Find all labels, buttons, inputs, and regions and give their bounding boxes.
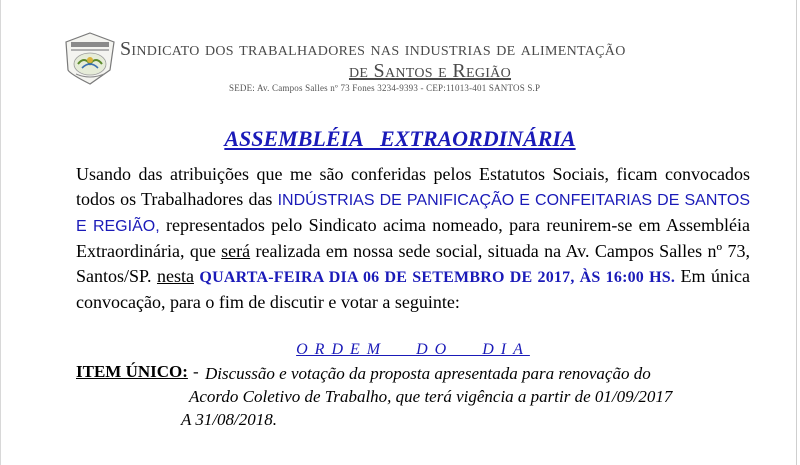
item-description xyxy=(181,362,765,431)
paragraph-text-2: representados pelo Sindicato acima nomeado, para reunirem-se em Assembléia Extraordinária, que xyxy=(76,215,751,261)
org-name-line2: de Santos e Região xyxy=(348,60,512,82)
item-label: ITEM ÚNICO: xyxy=(76,362,188,381)
convocation-paragraph xyxy=(76,162,750,315)
item-line-1: Discussão e votação da proposta apresentada para renovação do xyxy=(205,364,651,383)
paragraph-text-4: Em única convocação, para o fim de discutir e votar a seguinte: xyxy=(76,266,750,312)
paragraph-text-1: Usando das atribuições que me são conferidas pelos Estatutos Sociais, ficam convocados todos os Trabalhadores das xyxy=(76,164,750,209)
window-border-right xyxy=(796,0,797,465)
item-line-2: Acordo Coletivo de Trabalho, que terá vigência a partir de 01/09/2017 xyxy=(189,387,673,406)
word-nesta: nesta xyxy=(156,266,194,286)
agenda-heading: ORDEM DO DIA xyxy=(296,341,530,358)
item-dash: - xyxy=(193,362,199,381)
word-sera: será xyxy=(221,241,251,261)
meeting-date: QUARTA-FEIRA DIA 06 DE SETEMBRO DE 2017, ÀS 16:00 HS. xyxy=(199,269,676,286)
industry-highlight: INDÚSTRIAS DE PANIFICAÇÃO E CONFEITARIAS DE SANTOS E REGIÃO, xyxy=(76,192,750,235)
org-address: SEDE: Av. Campos Salles nº 73 Fones 3234-9393 - CEP:11013-401 SANTOS S.P xyxy=(229,83,541,93)
window-border-left xyxy=(0,0,1,465)
union-logo xyxy=(62,30,118,86)
item-line-3: A 31/08/2018. xyxy=(181,410,278,429)
document-title: ASSEMBLÉIA EXTRAORDINÁRIA xyxy=(224,126,576,151)
paragraph-text-3: realizada em nossa sede social, situada na Av. Campos Salles nº 73, Santos/SP. xyxy=(76,241,750,286)
org-name-line1: Sindicato dos trabalhadores nas industrias de alimentação xyxy=(120,38,626,60)
